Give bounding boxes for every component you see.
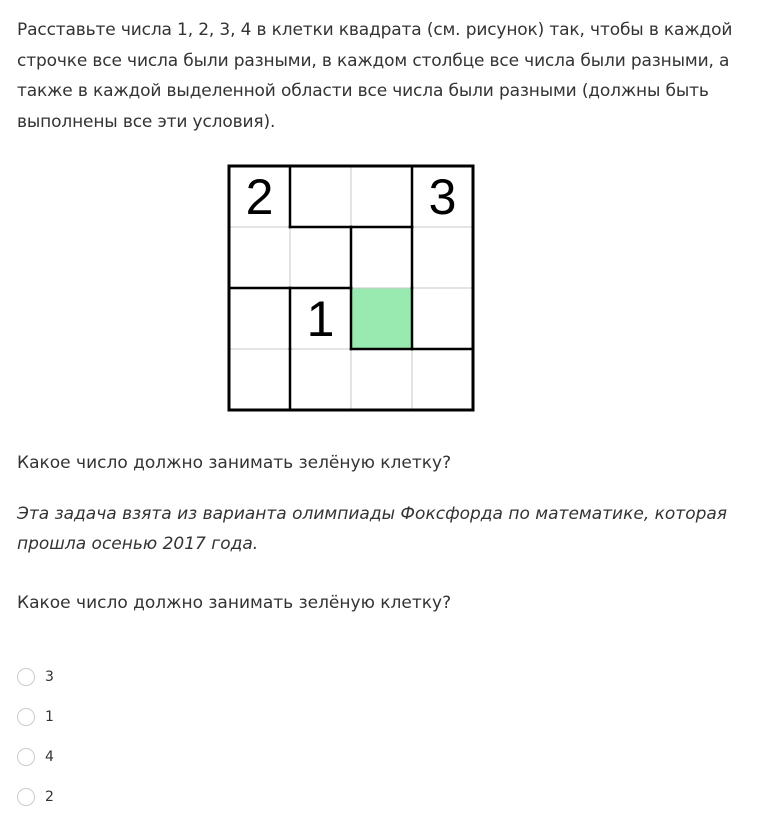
answer-option-1[interactable] <box>17 666 54 688</box>
given-number: 2 <box>245 168 274 225</box>
answer-option-label: 2 <box>45 789 54 805</box>
given-number: 3 <box>428 168 457 225</box>
answer-option-label: 4 <box>45 749 54 765</box>
given-number: 1 <box>306 290 335 347</box>
radio-icon[interactable] <box>17 668 35 686</box>
answer-option-3[interactable] <box>17 746 54 768</box>
puzzle-grid <box>229 166 473 410</box>
answer-option-label: 1 <box>45 709 54 725</box>
answer-option-4[interactable] <box>17 786 54 808</box>
source-note: Эта задача взята из варианта олимпиады Фоксфорда по математике, которая прошла осенью 2017 года. <box>17 504 728 554</box>
question-text: Какое число должно занимать зелёную клетку? <box>17 453 452 473</box>
answer-option-2[interactable] <box>17 706 54 728</box>
problem-text: Расставьте числа 1, 2, 3, 4 в клетки квадрата (см. рисунок) так, чтобы в каждой строчке все числа были разными, в каждом столбце все числа были разными, а также в каждой выделенной области все числа были разными (должны быть выполнены все эти условия). <box>17 20 733 132</box>
radio-icon[interactable] <box>17 708 35 726</box>
question-text-repeat: Какое число должно занимать зелёную клетку? <box>17 593 452 613</box>
radio-icon[interactable] <box>17 748 35 766</box>
radio-icon[interactable] <box>17 788 35 806</box>
answer-option-label: 3 <box>45 669 54 685</box>
